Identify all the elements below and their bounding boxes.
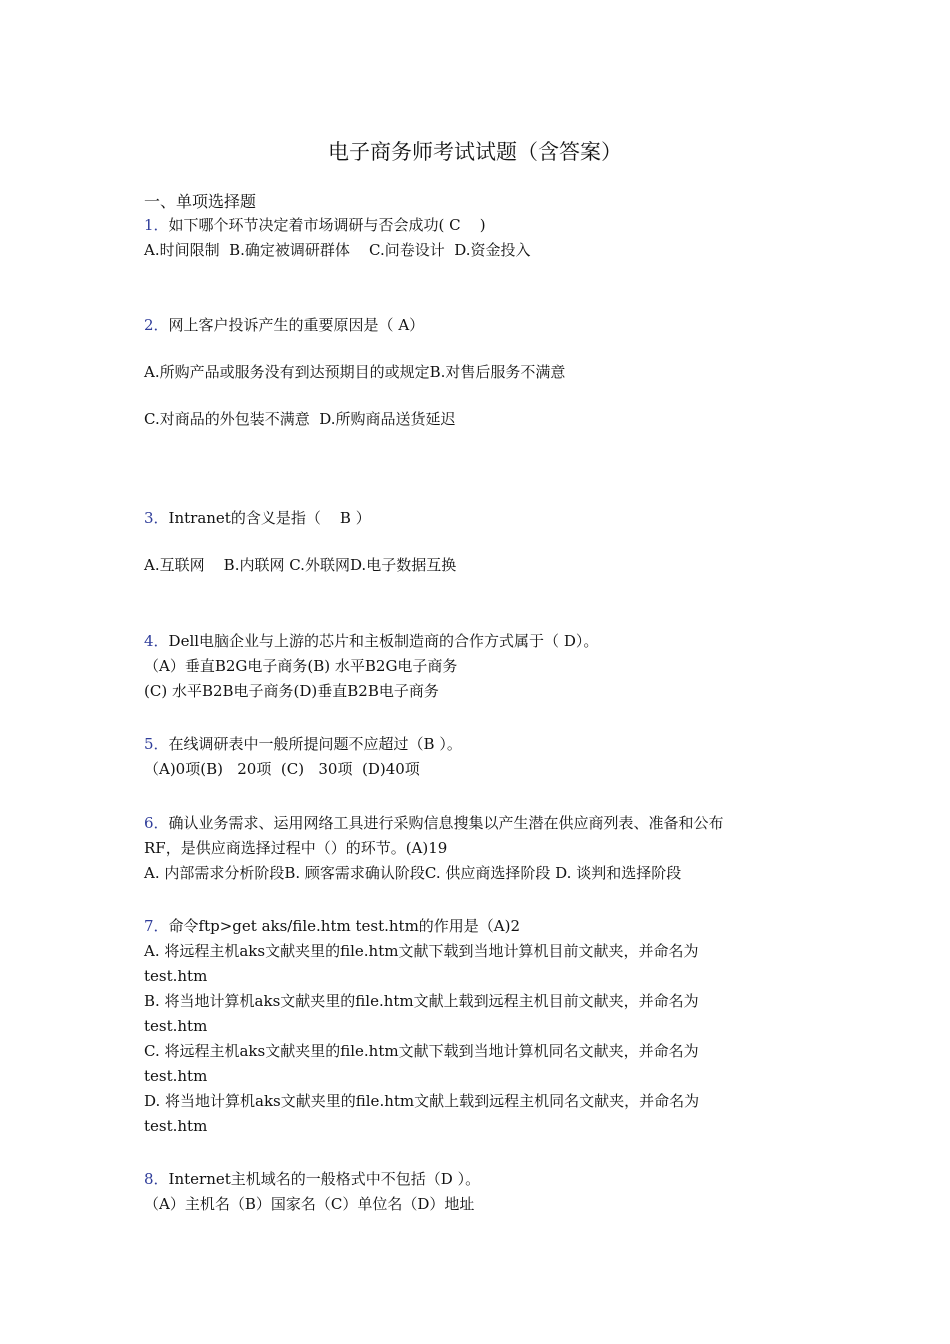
question-6-stem-continuation: RF，是供应商选择过程中（）的环节。(A)19 [144, 839, 448, 857]
section-heading: 一、单项选择题 [144, 192, 257, 211]
question-2-stem [144, 315, 424, 335]
question-number: 8． [144, 1170, 169, 1188]
question-7-stem [144, 916, 520, 936]
question-7-option-d-cont: test.htm [144, 1117, 208, 1135]
question-text: 在线调研表中一般所提问题不应超过（B ）。 [168, 735, 462, 753]
question-number: 6． [144, 814, 169, 832]
question-6-options: A. 内部需求分析阶段B. 顾客需求确认阶段C. 供应商选择阶段 D. 谈判和选择阶段 [144, 864, 682, 882]
question-3-options: A.互联网 B.内联网 C.外联网D.电子数据互换 [144, 556, 457, 574]
question-7-option-c: C. 将远程主机aks文献夹里的file.htm文献下载到当地计算机同名文献夹，并命名为 [144, 1042, 699, 1060]
question-1-stem [144, 215, 486, 235]
question-text: 命令ftp>get aks/file.htm test.htm的作用是（A)2 [168, 917, 521, 935]
question-7-option-b: B. 将当地计算机aks文献夹里的file.htm文献上载到远程主机目前文献夹，并命名为 [144, 992, 699, 1010]
page-title: 电子商务师考试试题（含答案） [328, 140, 622, 164]
question-number: 4． [144, 632, 169, 650]
question-text: 如下哪个环节决定着市场调研与否会成功( C ) [168, 216, 486, 234]
question-8-options: （A）主机名（B）国家名（C）单位名（D）地址 [144, 1195, 475, 1213]
question-2-option-line-2: C.对商品的外包装不满意 D.所购商品送货延迟 [144, 410, 456, 428]
question-4-stem [144, 631, 598, 651]
question-6-stem [144, 813, 724, 833]
question-8-stem [144, 1169, 480, 1189]
question-5-stem [144, 734, 462, 754]
question-5-options: （A)0项(B) 20项 (C) 30项 (D)40项 [144, 760, 420, 778]
question-text: Internet主机域名的一般格式中不包括（D ）。 [168, 1170, 481, 1188]
question-text: 确认业务需求、运用网络工具进行采购信息搜集以产生潜在供应商列表、准备和公布 [168, 814, 724, 832]
question-7-option-a-cont: test.htm [144, 967, 208, 985]
question-4-option-line-2: (C) 水平B2B电子商务(D)垂直B2B电子商务 [144, 682, 439, 700]
question-number: 3． [144, 509, 169, 527]
question-2-option-line-1: A.所购产品或服务没有到达预期目的或规定B.对售后服务不满意 [144, 363, 566, 381]
question-number: 7． [144, 917, 169, 935]
question-number: 1． [144, 216, 169, 234]
question-text: Dell电脑企业与上游的芯片和主板制造商的合作方式属于（ D）。 [168, 632, 599, 650]
question-number: 5． [144, 735, 169, 753]
question-7-option-c-cont: test.htm [144, 1067, 208, 1085]
question-7-option-a: A. 将远程主机aks文献夹里的file.htm文献下载到当地计算机目前文献夹，并命名为 [144, 942, 699, 960]
question-text: 网上客户投诉产生的重要原因是（ A） [168, 316, 425, 334]
question-7-option-b-cont: test.htm [144, 1017, 208, 1035]
question-7-option-d: D. 将当地计算机aks文献夹里的file.htm文献上载到远程主机同名文献夹，并命名为 [144, 1092, 700, 1110]
question-1-options: A.时间限制 B.确定被调研群体 C.问卷设计 D.资金投入 [144, 241, 531, 259]
question-4-option-line-1: （A）垂直B2G电子商务(B) 水平B2G电子商务 [144, 657, 458, 675]
question-text: Intranet的含义是指（ B ） [168, 509, 371, 527]
question-number: 2． [144, 316, 169, 334]
question-3-stem [144, 508, 371, 528]
